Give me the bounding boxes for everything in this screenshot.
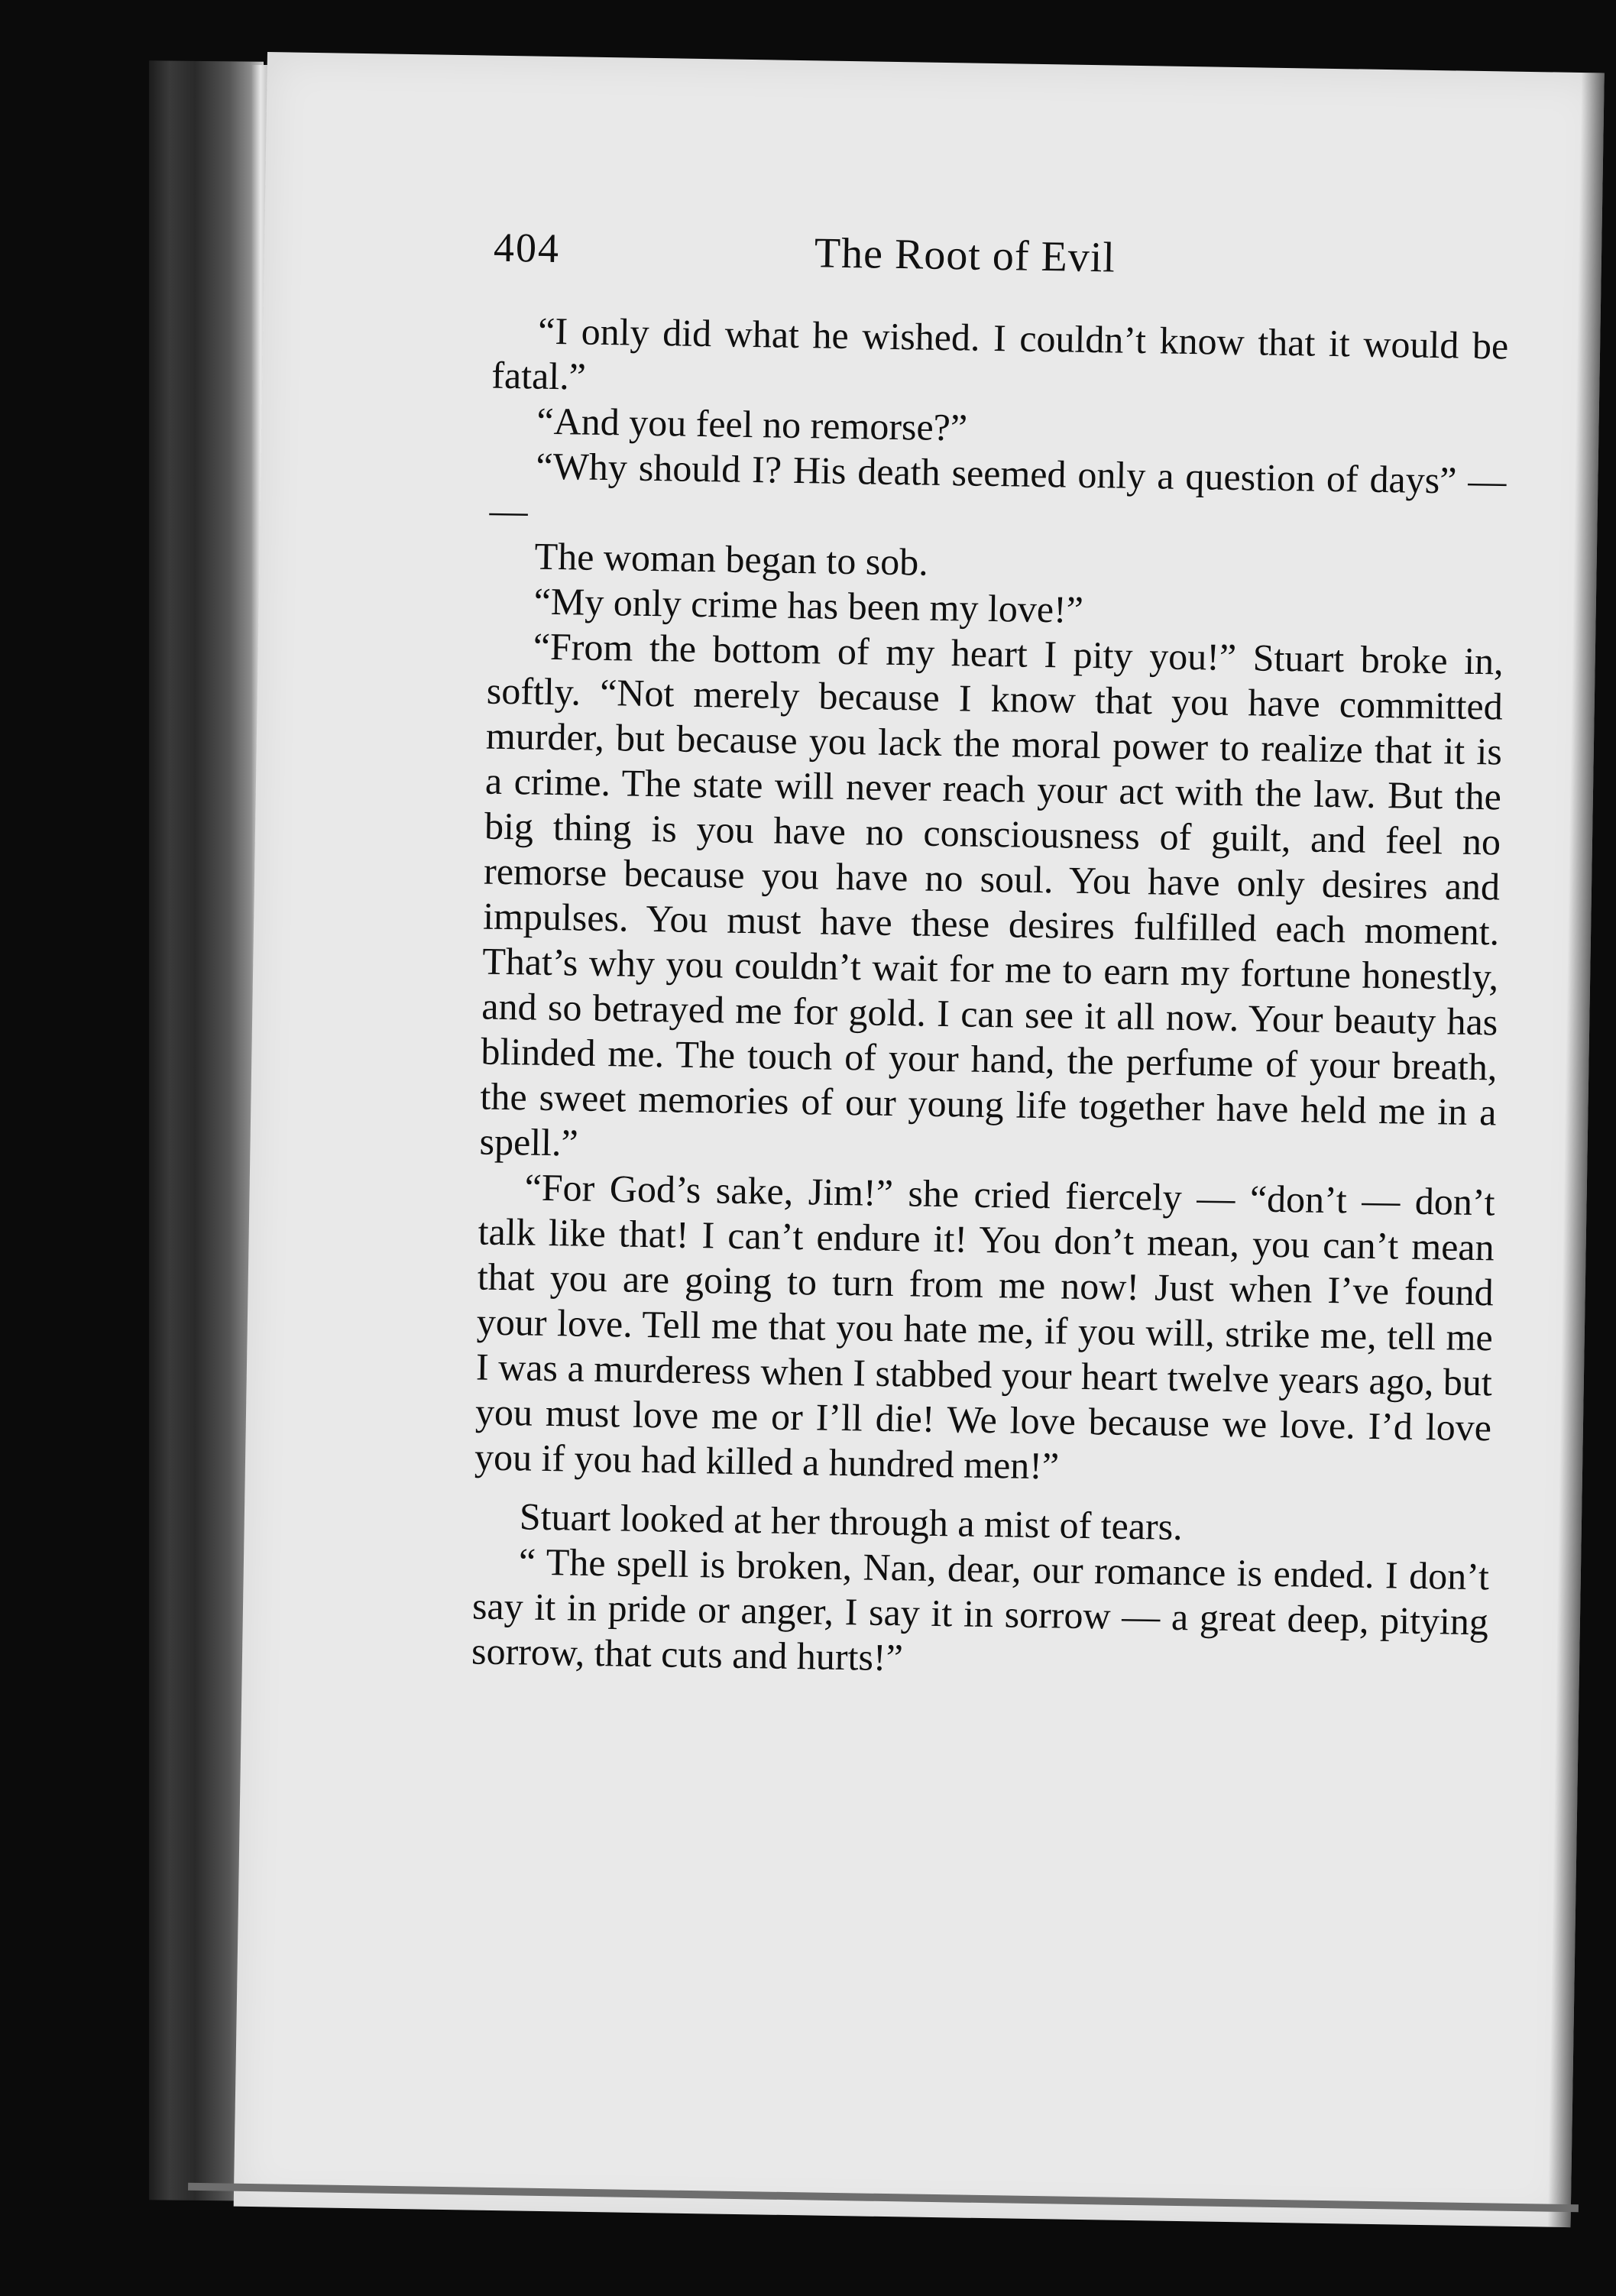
body-text bbox=[471, 308, 1509, 1690]
paragraph: “Why should I? His death seemed only a question of days” — — bbox=[489, 444, 1507, 533]
paragraph: “For God’s sake, Jim!” she cried fiercely — “don’t — don’t talk like that! I can’t endure it! You don’t mean, you can’t mean that you are going to turn from me now! Just when I’ve found your love. Tell me that you hate me, if you will, strike me, tell me I was a murderess when I stabbed your heart twelve years ago, but you must love me or I’ll die! We love because we love. I’d love you if you had killed a hundred men!” bbox=[474, 1165, 1495, 1488]
paragraph: Stuart looked at her through a mist of tears. bbox=[519, 1495, 1184, 1549]
paragraph: “ The spell is broken, Nan, dear, our romance is ended. I don’t say it in pride or anger, I say it in sorrow — a great deep, pitying sorrow, that cuts and hurts!” bbox=[471, 1540, 1490, 1679]
paragraph: “From the bottom of my heart I pity you!” Stuart broke in, softly. “Not merely because I know that you have committed murder, but because you lack the moral power to realize that it is a crime. The state will never reach your act with the law. But the big thing is you have no consciousness of guilt, and feel no remorse because you have no soul. You have only desires and impulses. You must have these desires fulfilled each moment. That’s why you couldn’t wait for me to earn my fortune honestly, and so betrayed me for gold. I can see it all now. Your beauty has blinded me. The touch of your hand, the perfume of your breath, the sweet memories of our young life together have held me in a spell.” bbox=[479, 624, 1504, 1164]
paragraph: “My only crime has been my love!” bbox=[533, 579, 1084, 631]
book-page bbox=[234, 52, 1605, 2227]
running-title: The Root of Evil bbox=[814, 229, 1116, 282]
page-gutter-shadow bbox=[1547, 73, 1604, 2227]
paragraph: The woman began to sob. bbox=[534, 534, 929, 584]
page-header bbox=[493, 224, 1510, 309]
page-bottom-edge bbox=[188, 2183, 1579, 2213]
paragraph: “And you feel no remorse?” bbox=[536, 399, 968, 449]
paragraph: “I only did what he wished. I couldn’t know that it would be fatal.” bbox=[491, 309, 1509, 398]
page-number: 404 bbox=[493, 224, 561, 272]
